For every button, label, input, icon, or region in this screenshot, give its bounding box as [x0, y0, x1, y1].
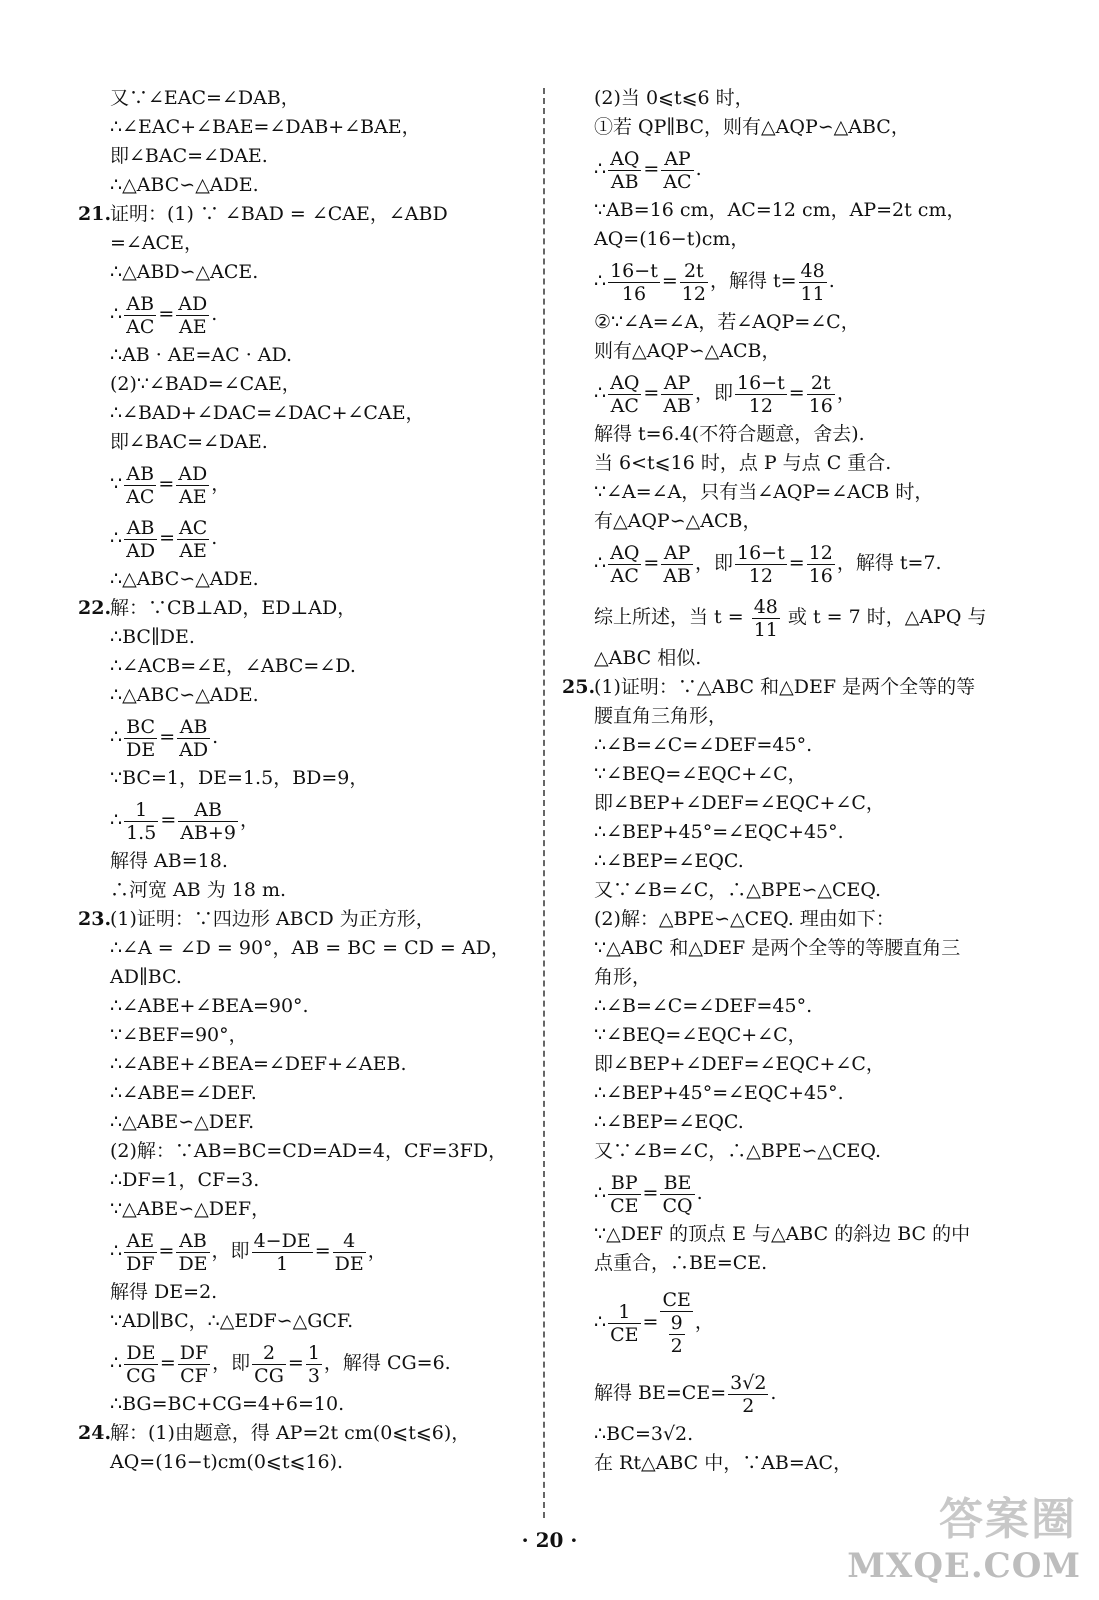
denominator: AB	[663, 394, 692, 417]
numerator: 4−DE	[253, 1229, 311, 1252]
denominator: 16	[621, 282, 647, 305]
symbol: ，	[211, 473, 231, 495]
symbol: ∴	[110, 809, 123, 831]
symbol: =	[788, 552, 805, 574]
text-line: ∵∠A=∠A，只有当∠AQP=∠ACB 时，	[594, 481, 934, 503]
numerator: AP	[661, 148, 693, 171]
text-line: (2)解：∵AB=BC=CD=AD=4，CF=3FD，	[110, 1140, 508, 1162]
text-line: ∵∠BEQ=∠EQC+∠C，	[594, 1024, 807, 1046]
question-number: 24.	[78, 1422, 112, 1444]
numerator: AQ	[610, 541, 640, 564]
symbol: .	[828, 270, 835, 292]
text-fragment: 或 t = 7 时，△APQ 与	[781, 606, 987, 628]
text-line: 又∵∠EAC=∠DAB，	[110, 87, 300, 109]
symbol: ∴	[594, 270, 607, 292]
text-line: ∴BC∥DE.	[110, 626, 195, 648]
fraction	[124, 293, 156, 338]
page-number: · 20 ·	[521, 1528, 578, 1552]
symbol: ∴	[110, 726, 123, 748]
fraction	[807, 542, 835, 587]
fraction	[807, 372, 835, 417]
right-column	[562, 84, 1022, 1478]
denominator: AC	[663, 170, 692, 193]
text-line: ∴BG=BC+CG=4+6=10.	[110, 1393, 345, 1415]
denominator: 3	[307, 1364, 320, 1387]
numerator: AB	[178, 799, 238, 822]
text-line: ∴∠A = ∠D = 90°，AB = BC = CD = AD，	[110, 937, 510, 959]
symbol: ∴	[110, 303, 123, 325]
text-line: ∴△ABC∽△ADE.	[110, 174, 259, 196]
fraction	[752, 596, 780, 641]
left-column	[78, 84, 528, 1477]
symbol: ∴	[594, 1311, 607, 1333]
fraction-line	[562, 254, 1022, 308]
text-line: ∵∠BEQ=∠EQC+∠C，	[594, 763, 807, 785]
text-line: 解：(1)由题意，得 AP=2t cm(0⩽t⩽6)，	[110, 1422, 471, 1444]
symbol: =	[643, 382, 660, 404]
numerator: 2	[252, 1342, 286, 1365]
text-line: ∴∠B=∠C=∠DEF=45°.	[594, 734, 813, 756]
denominator: AB	[663, 564, 692, 587]
denominator: AE	[178, 485, 207, 508]
text-line: 在 Rt△ABC 中，∵AB=AC，	[594, 1452, 853, 1474]
fraction	[661, 372, 693, 417]
text-line: ∴△ABC∽△ADE.	[110, 568, 259, 590]
question-number: 22.	[78, 597, 112, 619]
fraction	[306, 1342, 322, 1387]
denominator: 11	[800, 282, 825, 305]
text-line: △ABC 相似.	[594, 647, 702, 669]
fraction-line	[78, 793, 528, 847]
numerator: BE	[660, 1172, 694, 1195]
denominator: DE	[334, 1252, 364, 1275]
numerator: 48	[800, 259, 825, 282]
fraction	[124, 463, 156, 508]
text-line: 即∠BAC=∠DAE.	[110, 431, 268, 453]
numerator: CE	[662, 1289, 691, 1311]
symbol: =	[643, 158, 660, 180]
denominator: 16	[808, 564, 833, 587]
fraction	[660, 1172, 694, 1217]
fraction	[124, 799, 158, 844]
text-line: 点重合，∴BE=CE.	[594, 1252, 768, 1274]
text-line: ∴∠BEP+45°=∠EQC+45°.	[594, 1082, 844, 1104]
text-line: 当 6<t⩽16 时，点 P 与点 C 重合.	[594, 452, 892, 474]
text-line: 则有△AQP∽△ACB，	[594, 340, 781, 362]
numerator: AQ	[610, 147, 640, 170]
denominator: 12	[748, 394, 773, 417]
text-line: 解得 DE=2.	[110, 1281, 218, 1303]
denominator: 11	[753, 618, 778, 641]
text-line: ∵△ABC 和△DEF 是两个全等的等腰直角三	[594, 937, 961, 959]
text-line: ∴∠ABE=∠DEF.	[110, 1082, 257, 1104]
question-25	[562, 673, 1022, 702]
symbol: ∴	[110, 1352, 123, 1374]
symbol: .	[695, 158, 702, 180]
fraction	[177, 716, 210, 761]
watermark-url: MXQE.COM	[847, 1546, 1081, 1586]
symbol: .	[696, 1182, 703, 1204]
fraction	[176, 293, 209, 338]
symbol: .	[211, 303, 218, 325]
fraction-line	[562, 1166, 1022, 1220]
fraction	[608, 148, 641, 193]
symbol: ，	[239, 809, 259, 831]
fraction	[661, 542, 693, 587]
text-line: ∴DF=1，CF=3.	[110, 1169, 260, 1191]
fraction	[735, 372, 787, 417]
denominator: 12	[748, 564, 773, 587]
symbol: ∴	[110, 527, 123, 549]
denominator: CQ	[662, 1194, 693, 1217]
text-line: ∴△ABD∽△ACE.	[110, 261, 259, 283]
text-line: (2)解：△BPE∽△CEQ. 理由如下：	[594, 908, 895, 930]
numerator: AC	[178, 516, 208, 539]
text-line: ①若 QP∥BC，则有△AQP∽△ABC，	[594, 116, 910, 138]
text-line: 即∠BEP+∠DEF=∠EQC+∠C，	[594, 1053, 885, 1075]
numerator: 16−t	[737, 371, 785, 394]
fraction	[178, 799, 238, 844]
fraction	[735, 542, 787, 587]
numerator: AB	[177, 716, 210, 739]
fraction	[661, 148, 693, 193]
text-line: 解得 AB=18.	[110, 850, 228, 872]
text-line: ∴∠ACB=∠E，∠ABC=∠D.	[110, 655, 356, 677]
symbol: =	[159, 726, 176, 748]
numerator: 4	[333, 1230, 366, 1253]
text-fragment: ，解得 t=7.	[836, 552, 942, 574]
denominator: CE	[610, 1323, 639, 1346]
fraction	[608, 372, 641, 417]
symbol: ∵	[110, 473, 123, 495]
numerator: 2t	[680, 260, 708, 283]
fraction	[124, 517, 157, 562]
symbol: ∴	[594, 158, 607, 180]
fraction-line	[562, 142, 1022, 196]
numerator: 3√2	[730, 1371, 767, 1394]
symbol: .	[212, 726, 219, 748]
denominator	[660, 1312, 692, 1357]
text-line: ∴∠ABE+∠BEA=90°.	[110, 995, 309, 1017]
question-number: 21.	[78, 203, 112, 225]
denominator: AE	[178, 315, 207, 338]
denominator: AE	[179, 539, 207, 562]
text-line: AQ=(16−t)cm(0⩽t⩽16).	[110, 1451, 344, 1473]
fraction-line	[562, 536, 1022, 590]
text-line: ∴∠BAD+∠DAC=∠DAC+∠CAE，	[110, 402, 425, 424]
numerator: AE	[124, 1230, 156, 1253]
fraction-line	[78, 457, 528, 511]
numerator: AP	[661, 372, 693, 395]
numerator: AD	[178, 462, 208, 485]
symbol: =	[160, 809, 177, 831]
numerator: 1	[307, 1341, 320, 1364]
denominator: AD	[179, 738, 209, 761]
text-line: =∠ACE，	[110, 232, 203, 254]
numerator: AD	[178, 292, 208, 315]
symbol: ，	[694, 1311, 714, 1333]
text-line: ∵BC=1，DE=1.5，BD=9，	[110, 767, 369, 789]
denominator: CF	[180, 1364, 208, 1387]
symbol: =	[159, 1352, 176, 1374]
text-line: 即∠BAC=∠DAE.	[110, 145, 268, 167]
nested-fraction	[669, 1312, 685, 1357]
question-number: 25.	[562, 676, 596, 698]
fraction	[728, 1372, 768, 1417]
symbol: =	[788, 382, 805, 404]
fraction-line	[562, 590, 1022, 644]
numerator: DE	[124, 1342, 158, 1365]
text-line: ∴△ABE∽△DEF.	[110, 1111, 255, 1133]
fraction-line	[78, 511, 528, 565]
column-divider	[543, 88, 545, 1518]
denominator: 2	[670, 1335, 683, 1357]
numerator: 16−t	[610, 259, 658, 282]
fraction	[177, 517, 209, 562]
text-fragment: ，解得 CG=6.	[323, 1352, 451, 1374]
text-fragment: ，即	[695, 552, 734, 574]
text-line: AQ=(16−t)cm，	[594, 228, 750, 250]
fraction	[608, 260, 660, 305]
text-line: ∵△DEF 的顶点 E 与△ABC 的斜边 BC 的中	[594, 1223, 971, 1245]
text-line: ∴AB · AE=AC · AD.	[110, 344, 293, 366]
text-line: ∴河宽 AB 为 18 m.	[110, 879, 287, 901]
denominator: AC	[126, 485, 155, 508]
denominator: DE	[178, 1252, 208, 1275]
fraction	[124, 1230, 156, 1275]
text-line: 解：∵CB⊥AD，ED⊥AD，	[110, 597, 357, 619]
text-line: 即∠BEP+∠DEF=∠EQC+∠C，	[594, 792, 885, 814]
fraction-line	[78, 287, 528, 341]
symbol: =	[642, 1182, 659, 1204]
numerator: AP	[661, 542, 693, 565]
symbol: ，	[836, 382, 856, 404]
numerator: 48	[753, 595, 778, 618]
symbol: =	[642, 1311, 659, 1333]
symbol: =	[287, 1352, 304, 1374]
text-line: (2)当 0⩽t⩽6 时，	[594, 87, 754, 109]
numerator: AB	[124, 293, 156, 316]
denominator: AC	[610, 564, 639, 587]
symbol: ∴	[594, 1182, 607, 1204]
denominator: AC	[126, 315, 155, 338]
fraction	[178, 1342, 210, 1387]
symbol: =	[314, 1240, 331, 1262]
symbol: ，	[367, 1240, 387, 1262]
denominator: CG	[254, 1364, 284, 1387]
fraction	[176, 463, 209, 508]
numerator: AB	[124, 517, 157, 540]
numerator: AB	[124, 463, 156, 486]
symbol: =	[159, 527, 175, 549]
symbol: =	[158, 473, 175, 495]
text-line: ∵AD∥BC，∴△EDF∽△GCF.	[110, 1310, 354, 1332]
numerator: 1	[124, 799, 158, 822]
text-line: 有△AQP∽△ACB，	[594, 510, 762, 532]
text-line: ∵∠BEF=90°，	[110, 1024, 248, 1046]
text-line: (1)证明：∵四边形 ABCD 为正方形，	[110, 908, 435, 930]
denominator: AB+9	[180, 821, 236, 844]
numerator: 1	[608, 1301, 640, 1324]
denominator: 1	[276, 1252, 289, 1275]
symbol: .	[211, 527, 218, 549]
fraction-line	[78, 710, 528, 764]
text-line: ∵△ABE∽△DEF，	[110, 1198, 271, 1220]
numerator: BP	[608, 1172, 640, 1195]
text-line: 证明：(1) ∵ ∠BAD = ∠CAE，∠ABD	[110, 203, 448, 225]
text-line: ∴BC=3√2.	[594, 1423, 694, 1445]
text-line: (1)证明：∵△ABC 和△DEF 是两个全等的等	[594, 676, 976, 698]
text-line: ∴∠EAC+∠BAE=∠DAB+∠BAE，	[110, 116, 421, 138]
text-line: (2)∵∠BAD=∠CAE，	[110, 373, 301, 395]
text-fragment: ，即	[212, 1352, 251, 1374]
denominator: 12	[681, 282, 706, 305]
question-number: 23.	[78, 908, 112, 930]
denominator: AB	[610, 170, 639, 193]
text-line: 又∵∠B=∠C，∴△BPE∽△CEQ.	[594, 879, 882, 901]
fraction	[608, 1301, 640, 1346]
fraction-line	[562, 366, 1022, 420]
fraction	[799, 260, 827, 305]
text-line: AD∥BC.	[110, 966, 182, 988]
text-line: ②∵∠A=∠A，若∠AQP=∠C，	[594, 311, 860, 333]
symbol: =	[661, 270, 678, 292]
text-line: 腰直角三角形，	[594, 705, 728, 727]
text-line: 角形，	[594, 966, 652, 988]
question-23	[78, 905, 528, 934]
denominator: 1.5	[126, 821, 157, 844]
text-line: 又∵∠B=∠C，∴△BPE∽△CEQ.	[594, 1140, 882, 1162]
question-21	[78, 200, 528, 229]
symbol: ∴	[110, 1240, 123, 1262]
text-line: 解得 t=6.4(不符合题意，舍去).	[594, 423, 865, 445]
fraction	[333, 1230, 366, 1275]
fraction-line	[562, 1366, 1022, 1420]
text-fragment: 综上所述，当 t =	[594, 606, 750, 628]
question-22	[78, 594, 528, 623]
denominator: CE	[610, 1194, 639, 1217]
symbol: =	[158, 303, 175, 325]
text-fragment: ，即	[211, 1240, 250, 1262]
denominator: CG	[126, 1364, 156, 1387]
question-24	[78, 1419, 528, 1448]
fraction	[608, 542, 641, 587]
fraction-line	[78, 1336, 528, 1390]
text-fragment: ，即	[695, 382, 734, 404]
denominator: AC	[610, 394, 639, 417]
text-line: ∴∠BEP=∠EQC.	[594, 850, 744, 872]
fraction-line	[78, 1224, 528, 1278]
numerator: 12	[808, 541, 833, 564]
numerator: AB	[176, 1230, 209, 1253]
numerator: DF	[179, 1341, 209, 1364]
text-fragment: ，解得 t=	[709, 270, 797, 292]
numerator: 16−t	[737, 541, 785, 564]
fraction	[660, 1289, 692, 1357]
fraction	[176, 1230, 209, 1275]
symbol: =	[158, 1240, 175, 1262]
symbol: =	[643, 552, 660, 574]
text-line: ∴∠ABE+∠BEA=∠DEF+∠AEB.	[110, 1053, 407, 1075]
text-line: ∴△ABC∽△ADE.	[110, 684, 259, 706]
text-fragment: 解得 BE=CE=	[594, 1382, 727, 1404]
numerator: AQ	[610, 371, 640, 394]
fraction	[252, 1230, 313, 1275]
denominator: DE	[126, 738, 156, 761]
fraction-line	[562, 1278, 1022, 1366]
denominator: AD	[126, 539, 156, 562]
denominator: 16	[808, 394, 833, 417]
text-line: ∴∠B=∠C=∠DEF=45°.	[594, 995, 813, 1017]
fraction	[124, 716, 157, 761]
fraction	[680, 260, 708, 305]
watermark-logo: 答案圈	[939, 1494, 1077, 1545]
text-line: ∴∠BEP+45°=∠EQC+45°.	[594, 821, 844, 843]
numerator: 9	[670, 1312, 683, 1334]
fraction	[124, 1342, 158, 1387]
numerator: BC	[124, 716, 157, 739]
fraction	[252, 1342, 286, 1387]
text-line: ∴∠BEP=∠EQC.	[594, 1111, 744, 1133]
text-line: ∵AB=16 cm，AC=12 cm，AP=2t cm，	[594, 199, 966, 221]
denominator: 2	[742, 1394, 755, 1417]
symbol: ∴	[594, 552, 607, 574]
denominator: DF	[126, 1252, 155, 1275]
symbol: .	[770, 1382, 777, 1404]
fraction	[608, 1172, 640, 1217]
numerator: 2t	[807, 372, 835, 395]
symbol: ∴	[594, 382, 607, 404]
